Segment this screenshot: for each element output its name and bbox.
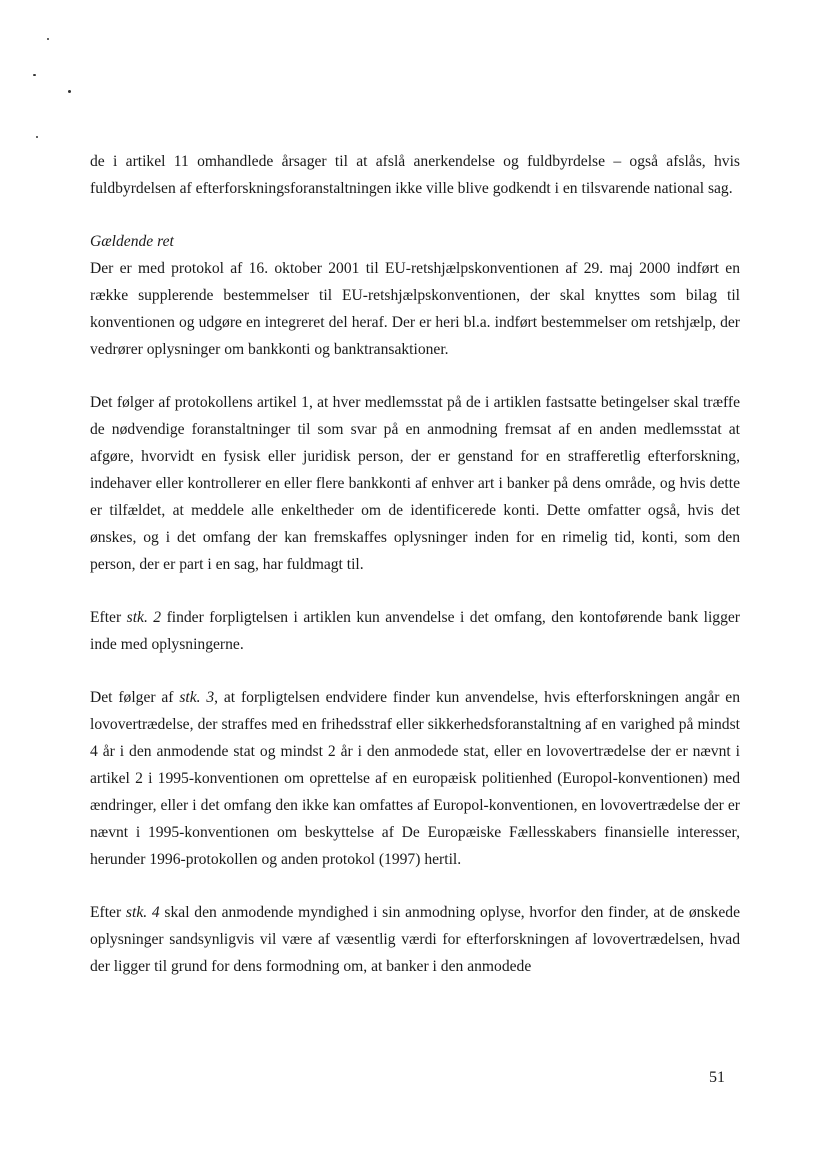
paragraph-protocol: Der er med protokol af 16. oktober 2001 til EU-retshjælpskonventionen af 29. maj 2000 indført en række supplerende bestemmelser til EU-retshjælpskonventionen, der skal knyttes som bilag til konventionen og udgøre en integreret del heraf. Der er heri bl.a. indført bestemmelser om retshjælp, der vedrører oplysninger om bankkonti og banktransaktioner. [90, 260, 740, 358]
text-segment: finder forpligtelsen i artiklen kun anvendelse i det omfang, den kontoførende bank ligger inde med oplysningerne. [90, 609, 740, 653]
section-heading: Gældende ret [90, 233, 174, 250]
page-number: 51 [709, 1069, 725, 1086]
paragraph-stk-2 [90, 604, 740, 658]
scan-speck [36, 136, 38, 138]
text-segment: Det følger af [90, 689, 180, 706]
paragraph-continuation: de i artikel 11 omhandlede årsager til at afslå anerkendelse og fuldbyrdelse – også afslås, hvis fuldbyrdelsen af efterforskningsforanstaltningen ikke ville blive godkendt i en tilsvarende national sag. [90, 153, 740, 197]
text-segment: , at forpligtelsen endvidere finder kun anvendelse, hvis efterforskningen angår en lovovertrædelse, der straffes med en frihedsstraf eller sikkerhedsforanstaltning af en varighed på mindst 4 år i den anmodende stat og mindst 2 år i den anmodede stat, eller en lovovertrædelse der er nævnt i artikel 2 i 1995-konventionen om oprettelse af en europæisk politienhed (Europol-konventionen) med ændringer, eller i det omfang den ikke kan omfattes af Europol-konventionen, en lovovertrædelse der er nævnt i 1995-konventionen om beskyttelse af De Europæiske Fællesskabers finansielle interesser, herunder 1996-protokollen og anden protokol (1997) hertil. [90, 689, 740, 868]
scan-speck [47, 38, 49, 40]
section-reference: stk. 4 [125, 904, 160, 921]
text-segment: Efter [90, 609, 127, 626]
paragraph-stk-4 [90, 899, 740, 980]
paragraph-stk-3 [90, 684, 740, 873]
document-page [90, 148, 740, 980]
text-segment: Efter [90, 904, 126, 921]
section-reference: stk. 3 [179, 689, 215, 706]
scan-speck [33, 74, 36, 76]
scan-speck [68, 90, 71, 93]
paragraph-article-1: Det følger af protokollens artikel 1, at hver medlemsstat på de i artiklen fastsatte betingelser skal træffe de nødvendige foranstaltninger til som svar på en anmodning fremsat af en anden medlemsstat at afgøre, hvorvidt en fysisk eller juridisk person, der er genstand for en strafferetlig efterforskning, indehaver eller kontrollerer en eller flere bankkonti af enhver art i banker på dens område, og hvis dette er tilfældet, at meddele alle enkeltheder om de identificerede konti. Dette omfatter også, hvis det ønskes, og i det omfang der kan fremskaffes oplysninger inden for en rimelig tid, konti, som den person, der er part i en sag, har fuldmagt til. [90, 394, 740, 573]
text-segment: skal den anmodende myndighed i sin anmodning oplyse, hvorfor den finder, at de ønskede oplysninger sandsynligvis vil være af væsentlig værdi for efterforskningen af lovovertrædelsen, hvad der ligger til grund for dens formodning om, at banker i den anmodede [90, 904, 740, 975]
section-reference: stk. 2 [126, 609, 162, 626]
